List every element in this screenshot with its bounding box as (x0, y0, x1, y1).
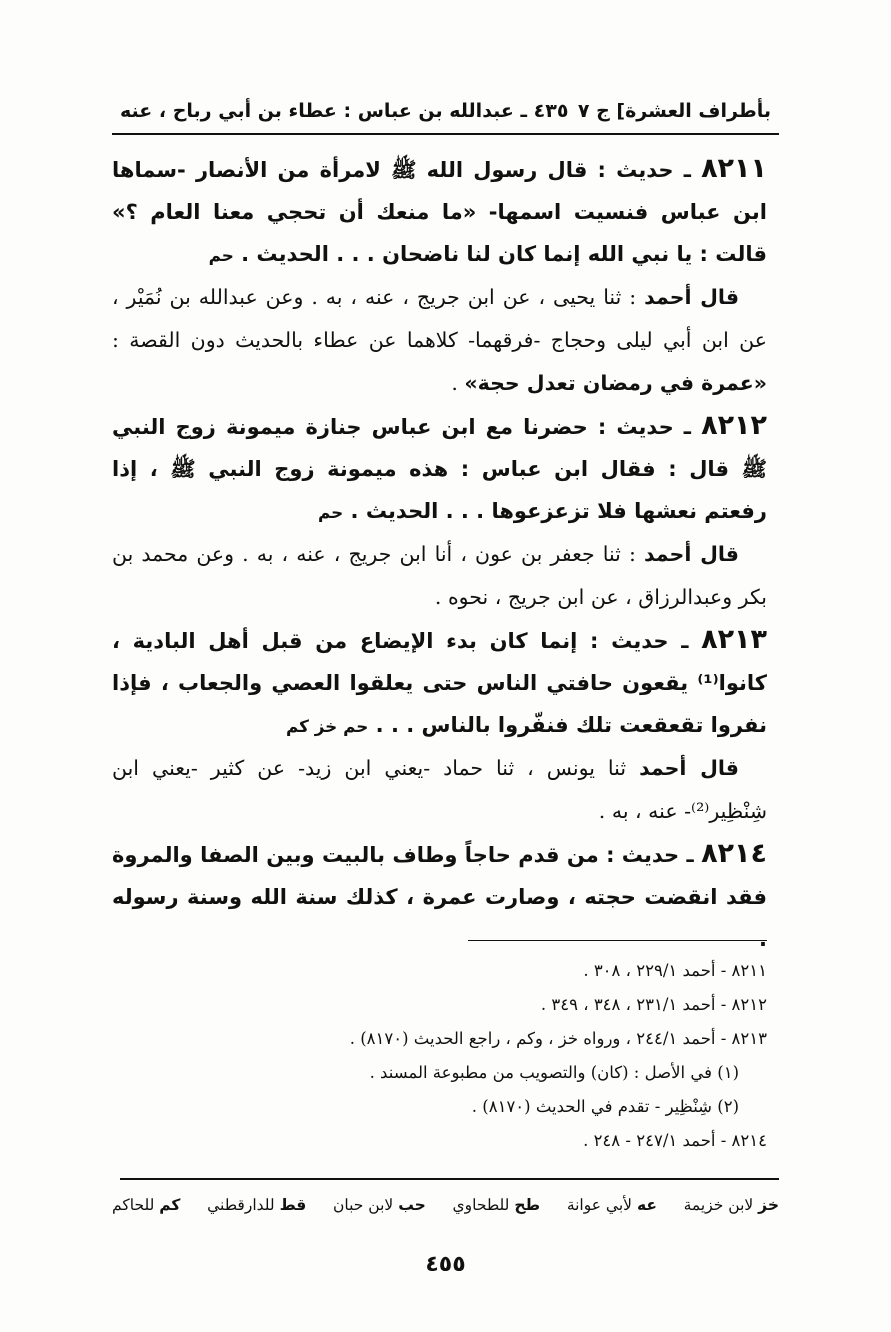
abbreviations-key (112, 1196, 779, 1214)
abbreviation (333, 1196, 426, 1214)
source-text: : ثنا يحيى ، عن ابن جريج ، عنه ، به . وعن عبدالله بن نُمَيْر ، عن ابن أبي ليلى وحجاج -فرقهما- كلاهما عن عطاء بالحديث دون القصة : (112, 285, 767, 352)
source-text: : ثنا جعفر بن عون ، أنا ابن جريج ، عنه ، به . وعن محمد بن بكر وعبدالرزاق ، عن ابن جريج ، نحوه . (112, 542, 767, 609)
collector-mark: حم (208, 245, 234, 265)
abbreviation-code: طح (514, 1196, 541, 1214)
header-volume: بأطراف العشرة] ج ٧ (577, 100, 771, 122)
abbreviation (112, 1196, 180, 1214)
abbreviation (567, 1196, 657, 1214)
footnote: (٢) شِنْظِير - تقدم في الحديث (٨١٧٠) . (471, 1097, 739, 1116)
hadith-number: ٨٢١٤ (701, 838, 767, 869)
source-label: قال أحمد (644, 285, 739, 309)
page-number: ٤٥٥ (425, 1252, 466, 1277)
header-chapter: ٤٣٥ ـ عبدالله بن عباس : عطاء بن أبي رباح ، عنه (120, 100, 569, 122)
abbreviation-name: للطحاوي (452, 1196, 510, 1214)
footnote: ٨٢١٣ - أحمد ٢٤٤/١ ، ورواه خز ، وكم ، راجع الحديث (٨١٧٠) . (349, 1029, 767, 1048)
abbreviation-name: للحاكم (112, 1196, 155, 1214)
abbreviation-code: عه (636, 1196, 657, 1214)
footnotes (150, 954, 767, 1158)
header-divider (112, 133, 779, 135)
abbreviation-name: لأبي عوانة (566, 1196, 632, 1214)
main-text (112, 148, 767, 960)
collector-mark: حم خز كم (285, 716, 369, 736)
abbreviation (684, 1196, 779, 1214)
abbreviation-name: للدارقطني (207, 1196, 275, 1214)
abbreviation-code: قط (279, 1196, 307, 1214)
footnote: ٨٢١٢ - أحمد ٢٣١/١ ، ٣٤٨ ، ٣٤٩ . (540, 995, 767, 1014)
abbreviation-code: خز (758, 1196, 779, 1214)
source-chain (112, 747, 767, 833)
footnote: ٨٢١٤ - أحمد ٢٤٧/١ - ٢٤٨ . (583, 1131, 767, 1150)
hadith-number: ٨٢١١ (701, 153, 767, 184)
abbreviation (452, 1196, 540, 1214)
hadith-number: ٨٢١٣ (701, 624, 768, 655)
source-text: ثنا يونس ، ثنا حماد -يعني ابن زيد- عن كثير -يعني ابن شِنْظِير⁽²⁾- عنه ، به . (112, 756, 767, 823)
collector-mark: حم (317, 502, 344, 522)
hadith-number: ٨٢١٢ (701, 410, 768, 441)
source-label: قال أحمد (643, 542, 739, 566)
abbreviation-name: لابن حبان (333, 1196, 394, 1214)
hadith-text: ـ حديث : حضرنا مع ابن عباس جنازة ميمونة زوج النبي ﷺ قال : فقال ابن عباس : هذه ميمونة زوج النبي ﷺ ، إذا رفعتم نعشها فلا تزعزعوها . . . الحديث . (112, 415, 767, 523)
hadith-text: ـ حديث : إنما كان بدء الإيضاع من قبل أهل البادية ، كانوا⁽¹⁾ يقعون حافتي الناس حتى يعلقوا العصي والجعاب ، فإذا نفروا تقعقعت تلك فنفّروا بالناس . . . (112, 629, 767, 737)
source-label: قال أحمد (639, 756, 739, 780)
hadith-entry (112, 405, 767, 533)
footnote-divider (468, 940, 767, 941)
footnote: (١) في الأصل : (كان) والتصويب من مطبوعة المسند . (369, 1063, 739, 1082)
hadith-text: ـ حديث : من قدم حاجاً وطاف بالبيت وبين الصفا والمروة فقد انقضت حجته ، وصارت عمرة ، كذلك سنة الله وسنة رسوله . (112, 843, 767, 951)
abbreviation-name: لابن خزيمة (683, 1196, 754, 1214)
abbreviations-divider (120, 1178, 779, 1180)
source-bold-text: «عمرة في رمضان تعدل حجة» (464, 371, 767, 395)
footnote: ٨٢١١ - أحمد ٢٢٩/١ ، ٣٠٨ . (583, 961, 767, 980)
hadith-entry (112, 619, 767, 747)
hadith-entry (112, 148, 767, 276)
hadith-text: ـ حديث : قال رسول الله ﷺ لامرأة من الأنصار -سماها ابن عباس فنسيت اسمها- «ما منعك أن تحجي معنا العام ؟» قالت : يا نبي الله إنما كان لنا ناضحان . . . الحديث . (112, 158, 767, 266)
abbreviation (207, 1196, 306, 1214)
source-chain (112, 533, 767, 619)
abbreviation-code: كم (159, 1196, 181, 1214)
abbreviation-code: حب (398, 1196, 426, 1214)
source-end: . (451, 371, 458, 395)
running-header (120, 86, 771, 122)
source-chain (112, 276, 767, 405)
